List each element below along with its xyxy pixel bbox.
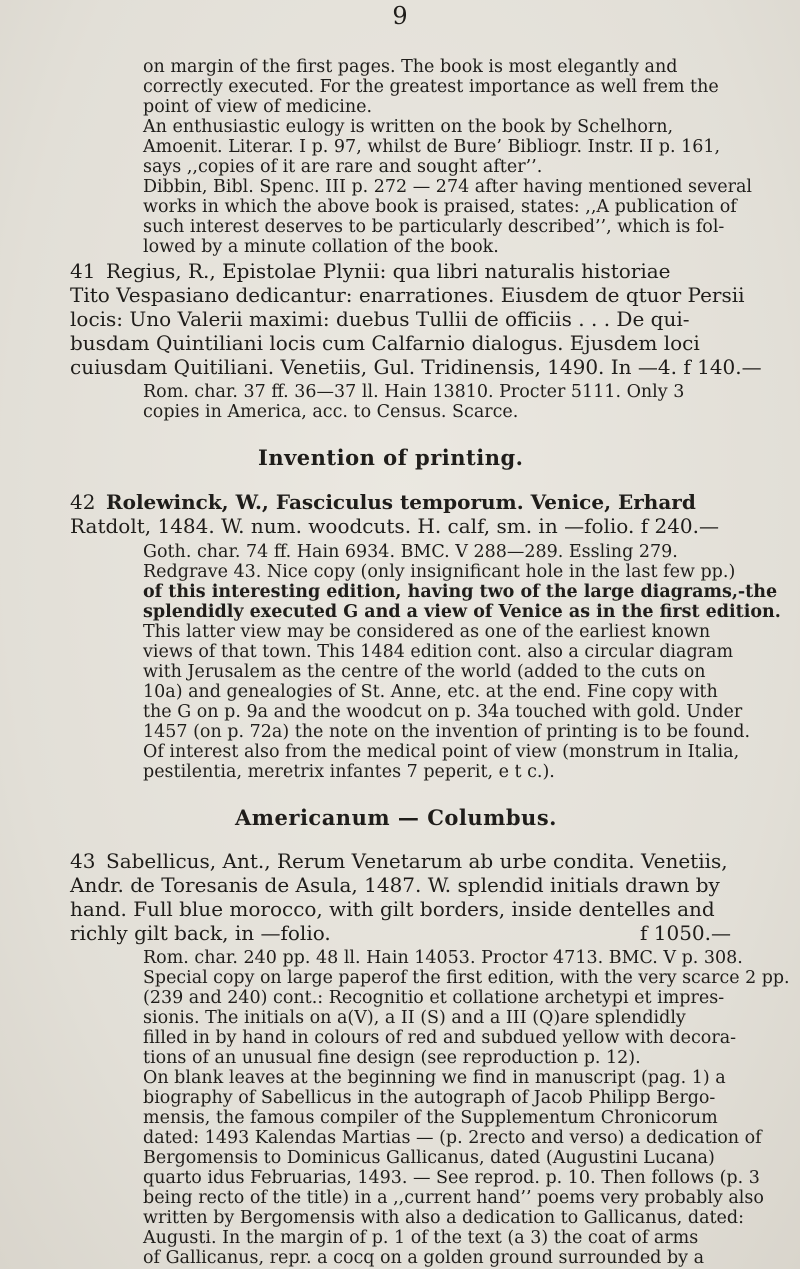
- text-line: written by Bergomensis with also a dedication to Gallicanus, dated:: [143, 1208, 744, 1228]
- entry-heading-line: Rolewinck, W., Fasciculus temporum. Venice, Erhard: [106, 490, 696, 514]
- text-line: Redgrave 43. Nice copy (only insignificant hole in the last few pp.): [143, 562, 736, 582]
- section-heading: Americanum — Columbus.: [235, 805, 557, 830]
- text-line: point of view of medicine.: [143, 97, 373, 117]
- text-line: says ,,copies of it are rare and sought after’’.: [143, 157, 543, 177]
- entry-heading-line: Andr. de Toresanis de Asula, 1487. W. splendid initials drawn by: [70, 873, 720, 897]
- text-line: Special copy on large paperof the first edition, with the very scarce 2 pp.: [143, 968, 790, 988]
- text-line: mensis, the famous compiler of the Supplementum Chronicorum: [143, 1108, 718, 1128]
- text-line: the G on p. 9a and the woodcut on p. 34a touched with gold. Under: [143, 702, 743, 722]
- entry-heading-line: hand. Full blue morocco, with gilt borders, inside dentelles and: [70, 897, 715, 921]
- entry-heading-line: richly gilt back, in —folio.: [70, 921, 331, 945]
- page-number: 9: [392, 2, 408, 30]
- text-line: Rom. char. 37 ff. 36—37 ll. Hain 13810. Procter 5111. Only 3: [143, 382, 685, 402]
- price: f 1050.—: [640, 921, 732, 945]
- text-line: splendidly executed G and a view of Venice as in the first edition.: [143, 602, 781, 622]
- entry-heading-line: Regius, R., Epistolae Plynii: qua libri naturalis historiae: [106, 259, 671, 283]
- text-line: such interest deserves to be particularly described’’, which is fol-: [143, 217, 725, 237]
- entry-heading-line: busdam Quintiliani locis cum Calfarnio dialogus. Ejusdem loci: [70, 331, 700, 355]
- text-line: biography of Sabellicus in the autograph of Jacob Philipp Bergo-: [143, 1088, 716, 1108]
- text-line: An enthusiastic eulogy is written on the book by Schelhorn,: [143, 117, 674, 137]
- text-line: copies in America, acc. to Census. Scarce.: [143, 402, 519, 422]
- entry-heading-line: Sabellicus, Ant., Rerum Venetarum ab urbe condita. Venetiis,: [106, 849, 728, 873]
- text-line: dated: 1493 Kalendas Martias — (p. 2recto and verso) a dedication of: [143, 1128, 762, 1148]
- text-line: being recto of the title) in a ,,current hand’’ poems very probably also: [143, 1188, 764, 1208]
- text-line: on margin of the first pages. The book is most elegantly and: [143, 57, 678, 77]
- entry-number: 41: [70, 259, 96, 283]
- text-line: Rom. char. 240 pp. 48 ll. Hain 14053. Proctor 4713. BMC. V p. 308.: [143, 948, 743, 968]
- entry-number: 42: [70, 490, 96, 514]
- text-line: pestilentia, meretrix infantes 7 peperit, e t c.).: [143, 762, 555, 782]
- text-line: Augusti. In the margin of p. 1 of the text (a 3) the coat of arms: [143, 1228, 699, 1248]
- text-line: Dibbin, Bibl. Spenc. III p. 272 — 274 after having mentioned several: [143, 177, 752, 197]
- text-line: lowed by a minute collation of the book.: [143, 237, 499, 257]
- text-line: sionis. The initials on a(V), a II (S) and a III (Q)are splendidly: [143, 1008, 686, 1028]
- text-line: Of interest also from the medical point of view (monstrum in Italia,: [143, 742, 740, 762]
- entry-number: 43: [70, 849, 96, 873]
- text-line: with Jerusalem as the centre of the world (added to the cuts on: [143, 662, 706, 682]
- text-line: Amoenit. Literar. I p. 97, whilst de Bure’ Bibliogr. Instr. II p. 161,: [143, 137, 721, 157]
- section-heading: Invention of printing.: [258, 445, 524, 470]
- entry-heading-line: cuiusdam Quitiliani. Venetiis, Gul. Tridinensis, 1490. In —4. f 140.—: [70, 355, 762, 379]
- text-line: This latter view may be considered as one of the earliest known: [143, 622, 711, 642]
- entry-heading-line: locis: Uno Valerii maximi: duebus Tullii de officiis . . . De qui-: [70, 307, 690, 331]
- text-line: views of that town. This 1484 edition cont. also a circular diagram: [143, 642, 734, 662]
- entry-heading-line: Ratdolt, 1484. W. num. woodcuts. H. calf, sm. in —folio. f 240.—: [70, 514, 719, 538]
- text-line: (239 and 240) cont.: Recognitio et collatione archetypi et impres-: [143, 988, 725, 1008]
- text-line: of this interesting edition, having two of the large diagrams,-the: [143, 582, 778, 602]
- text-line: works in which the above book is praised, states: ,,A publication of: [143, 197, 737, 217]
- text-line: 1457 (on p. 72a) the note on the invention of printing is to be found.: [143, 722, 751, 742]
- text-line: correctly executed. For the greatest importance as well frem the: [143, 77, 719, 97]
- text-line: On blank leaves at the beginning we find in manuscript (pag. 1) a: [143, 1068, 726, 1088]
- text-line: Goth. char. 74 ff. Hain 6934. BMC. V 288—289. Essling 279.: [143, 542, 678, 562]
- entry-heading-line: Tito Vespasiano dedicantur: enarrationes. Eiusdem de qtuor Persii: [70, 283, 745, 307]
- text-line: Bergomensis to Dominicus Gallicanus, dated (Augustini Lucana): [143, 1148, 715, 1168]
- text-line: filled in by hand in colours of red and subdued yellow with decora-: [143, 1028, 737, 1048]
- text-line: 10a) and genealogies of St. Anne, etc. at the end. Fine copy with: [143, 682, 718, 702]
- text-line: tions of an unusual fine design (see reproduction p. 12).: [143, 1048, 641, 1068]
- text-line: quarto idus Februarias, 1493. — See reprod. p. 10. Then follows (p. 3: [143, 1168, 760, 1188]
- text-line: of Gallicanus, repr. a cocq on a golden ground surrounded by a: [143, 1248, 705, 1268]
